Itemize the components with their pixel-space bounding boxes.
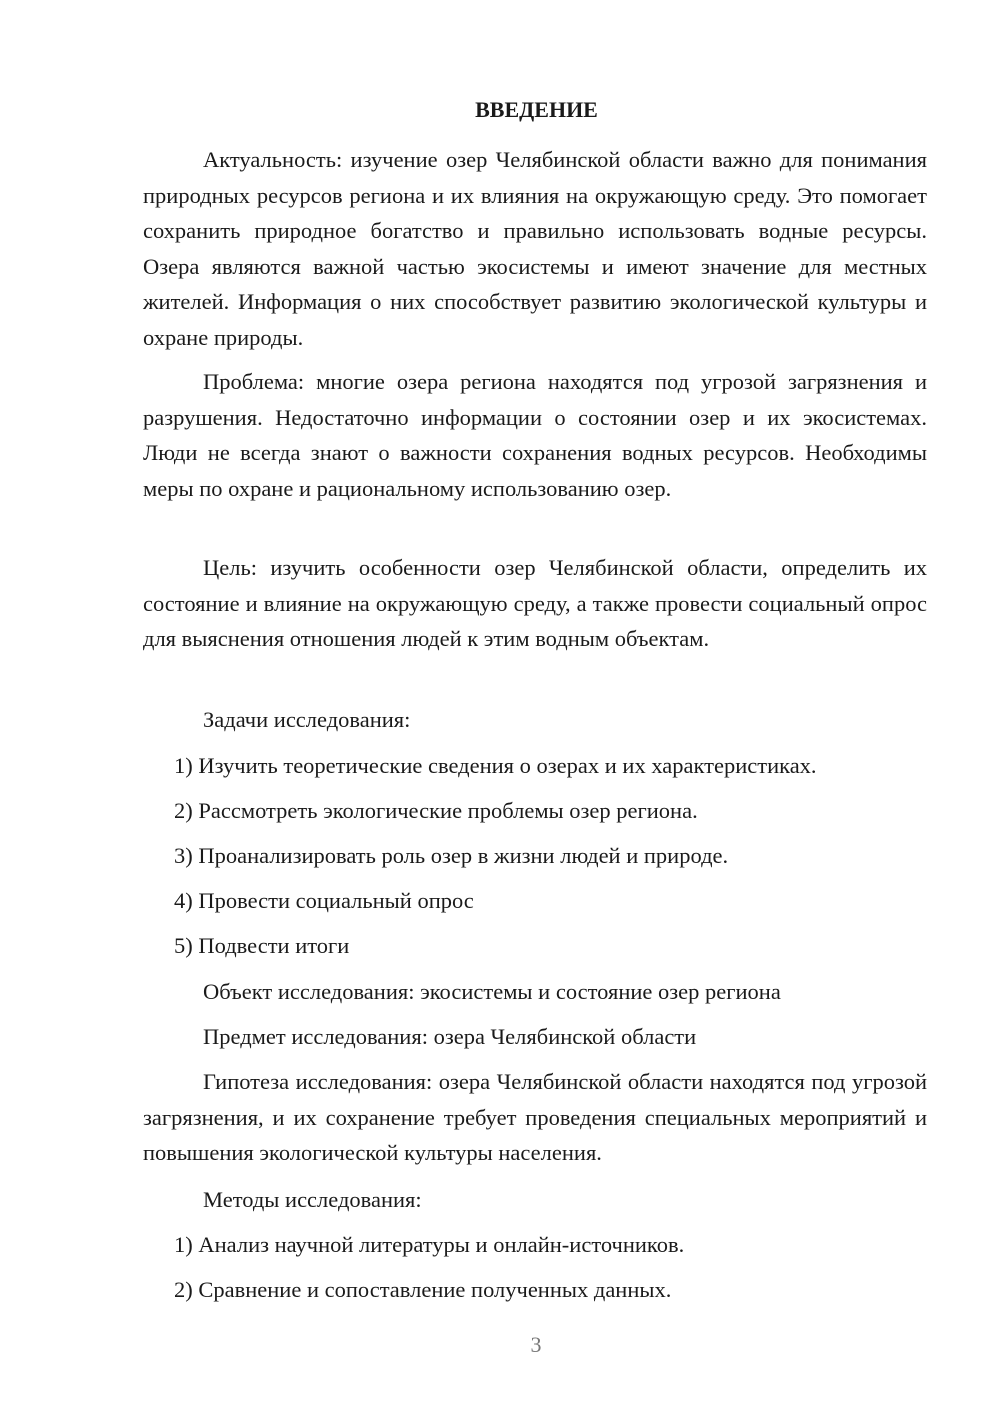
task-item: 5) Подвести итоги (174, 933, 350, 958)
methods-title: Методы исследования: (203, 1187, 422, 1212)
method-item: 2) Сравнение и сопоставление полученных данных. (174, 1277, 672, 1302)
task-item: 3) Проанализировать роль озер в жизни людей и природе. (174, 843, 729, 868)
research-object: Объект исследования: экосистемы и состояние озер региона (203, 979, 781, 1004)
problem-paragraph: Проблема: многие озера региона находятся под угрозой загрязнения и разрушения. Недостаточно информации о состоянии озер и их экосистемах. Люди не всегда знают о важности сохранения водных ресурсов. Необходимы меры по охране и рациональному использованию озер. (143, 369, 927, 501)
page-title: ВВЕДЕНИЕ (475, 97, 598, 122)
task-item: 1) Изучить теоретические сведения о озерах и их характеристиках. (174, 753, 817, 778)
hypothesis-paragraph: Гипотеза исследования: озера Челябинской области находятся под угрозой загрязнения, и их сохранение требует проведения специальных мероприятий и повышения экологической культуры населения. (143, 1069, 927, 1165)
tasks-title: Задачи исследования: (203, 707, 411, 732)
task-item: 2) Рассмотреть экологические проблемы озер региона. (174, 798, 698, 823)
relevance-paragraph: Актуальность: изучение озер Челябинской области важно для понимания природных ресурсов региона и их влияния на окружающую среду. Это помогает сохранить природное богатство и правильно использовать водные ресурсы. Озера являются важной частью экосистемы и имеют значение для местных жителей. Информация о них способствует развитию экологической культуры и охране природы. (143, 147, 927, 350)
goal-paragraph: Цель: изучить особенности озер Челябинской области, определить их состояние и влияние на окружающую среду, а также провести социальный опрос для выяснения отношения людей к этим водным объектам. (143, 555, 927, 651)
task-item: 4) Провести социальный опрос (174, 888, 474, 913)
research-subject: Предмет исследования: озера Челябинской области (203, 1024, 697, 1049)
method-item: 1) Анализ научной литературы и онлайн-источников. (174, 1232, 685, 1257)
page-number: 3 (530, 1332, 542, 1357)
